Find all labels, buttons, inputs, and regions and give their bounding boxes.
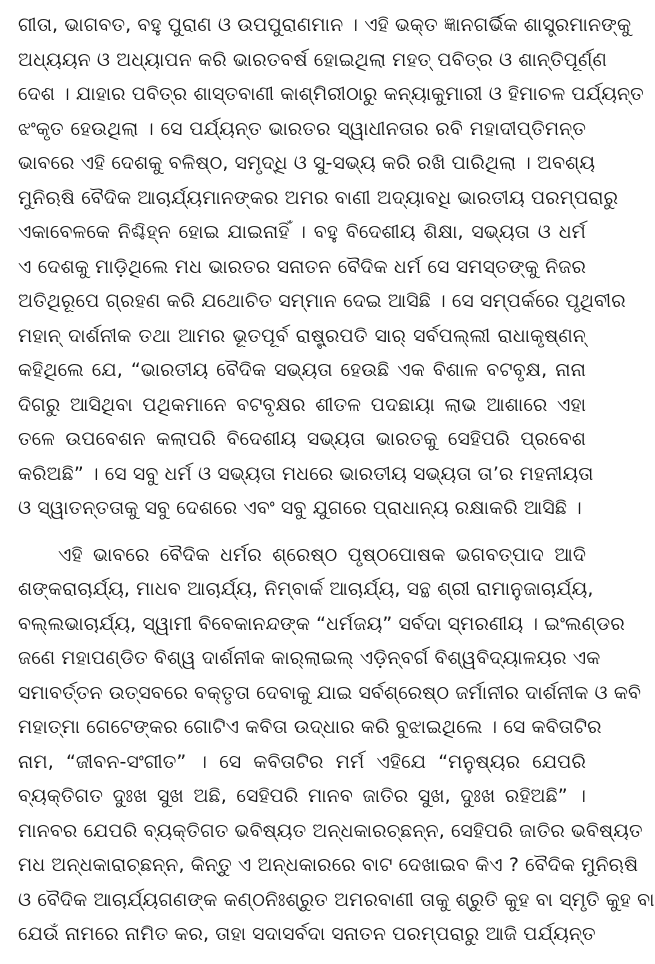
text-line: ସମାବର୍ତ୍ତନ ଉତ୍ସବରେ ବକ୍ତୃତା ଦେବାକୁ ଯାଇ ସର୍ବଶ୍ରେଷ୍ଠ ଜର୍ମାନୀର ଦାର୍ଶନୀକ ଓ କବି	[18, 681, 642, 704]
text-line: ଏହି ଭାବରେ ବୈଦିକ ଧର୍ମର ଶ୍ରେଷ୍ଠ ପୃଷ୍ଠପୋଷକ ଭଗବତ୍‌ପାଦ ଆଦି	[58, 543, 586, 566]
text-line: ଅଧ୍ୟୟନ ଓ ଅଧ୍ୟାପନ କରି ଭାରତବର୍ଷ ହୋଇଥିଲା ମହତ୍ ପବିତ୍ର ଓ ଶାନ୍ତିପୂର୍ଣ୍ଣ	[18, 48, 607, 71]
text-line: ଏ ଦେଶକୁ ମାଡ଼ିଥିଲେ ମଧ ଭାରତର ସନାତନ ବୈଦିକ ଧର୍ମ ସେ ସମସ୍ତଙ୍କୁ ନିଜର	[18, 255, 586, 278]
text-line: ଓ ସ୍ୱାତନ୍ତତାକୁ ସବୁ ଦେଶରେ ଏବଂ ସବୁ ଯୁଗରେ ପ୍ରାଧାନ୍ୟ ରକ୍ଷାକରି ଆସିଛି ।	[18, 497, 582, 519]
paragraph-2	[18, 538, 655, 952]
text-line: ବ୍ୟକ୍ତିଗତ ଦୁଃଖ ସୁଖ ଅଛି, ସେହିପରି ମାନବ ଜାତିର ସୁଖ, ଦୁଃଖ ରହିଅଛି” ।	[18, 785, 586, 807]
text-line: ଯେଉଁ ନାମରେ ନାମିତ କର, ତାହା ସଦାସର୍ବଦା ସନାତନ ପରମ୍ପରାରୁ ଆଜି ପର୍ଯ୍ୟନ୍ତ	[18, 923, 596, 945]
text-line: ଗୀତା, ଭାଗବତ, ବହୁ ପୁରାଣ ଓ ଉପପୁରାଣମାନ । ଏହି ଭକ୍ତ ଜ୍ଞାନଗର୍ଭିକ ଶାସ୍ତ୍ରମାନଙ୍କୁ	[18, 14, 632, 36]
text-line: ମାନବର ଯେପରି ବ୍ୟକ୍ତିଗତ ଭବିଷ୍ୟତ ଅନ୍ଧକାରଚ୍ଛନ୍ନ, ସେହିପରି ଜାତିର ଭବିଷ୍ୟତ	[18, 819, 643, 842]
text-line: ଜଣେ ମହାପଣ୍ଡିତ ବିଶ୍ୱ ଦାର୍ଶନୀକ କାର୍‌ଲାଇଲ୍ ଏଡ଼ିନ୍‌ବର୍ଗ ବିଶ୍ୱବିଦ୍ୟାଳୟର ଏକ	[18, 647, 601, 669]
text-line: ଦିଗରୁ ଆସିଥିବା ପଥିକମାନେ ବଟବୃକ୍ଷର ଶୀତଳ ପଦଛାୟା ଲାଭ ଆଶାରେ ଏହା	[18, 393, 586, 416]
text-line: ଭାବରେ ଏହି ଦେଶକୁ ବଳିଷ୍ଠ, ସମୃଦ୍ଧି ଓ ସୁ-ସଭ୍ୟ କରି ରଖି ପାରିଥିଲା । ଅବଶ୍ୟ	[18, 152, 596, 174]
text-line: କହିଥିଲେ ଯେ, “ଭାରତୀୟ ବୈଦିକ ସଭ୍ୟତା ହେଉଛି ଏକ ବିଶାଳ ବଟବୃକ୍ଷ, ନାନା	[18, 359, 586, 381]
text-line: ଓ ବୈଦିକ ଆଚାର୍ଯ୍ୟଗଣଙ୍କ କଣ୍ଠନିଃଶ୍ରୁତ ଅମରବାଣୀ ତାକୁ ଶ୍ରୁତି କୁହ ବା ସ୍ମୃତି କୁହ ବା	[18, 888, 655, 911]
text-line: ମୁନିଋଷି ବୈଦିକ ଆଚାର୍ଯ୍ୟମାନଙ୍କର ଅମର ବାଣୀ ଅଦ୍ୟାବଧି ଭାରତୀୟ ପରମ୍ପରାରୁ	[18, 186, 619, 209]
text-line: ମଧ ଅନ୍ଧକାରାଚ୍ଛନ୍ନ, କିନ୍ତୁ ଏ ଅନ୍ଧକାରରେ ବାଟ ଦେଖାଇବ କିଏ ? ବୈଦିକ ମୁନିଋଷି	[18, 854, 639, 876]
text-line: ଶଙ୍କରାଚାର୍ଯ୍ୟ, ମାଧବ ଆଚାର୍ଯ୍ୟ, ନିମ୍ବାର୍କ ଆଚାର୍ଯ୍ୟ, ସନ୍ଥ ଶ୍ରୀ ରାମାନୁଜାଚାର୍ଯ୍ୟ,	[18, 578, 594, 600]
text-line: ଦେଶ । ଯାହାର ପବିତ୍ର ଶାସ୍ତବାଣୀ କାଶ୍ମିରୀଠାରୁ କନ୍ୟାକୁମାରୀ ଓ ହିମାଚଳ ପର୍ଯ୍ୟନ୍ତ	[18, 83, 644, 105]
text-line: ଅତିଥିରୂପେ ଗ୍ରହଣ କରି ଯଥୋଚିତ ସମ୍ମାନ ଦେଇ ଆସିଛି । ସେ ସମ୍ପର୍କରେ ପୃଥିବୀର	[18, 290, 626, 312]
text-line: ନାମ, “ଜୀବନ-ସଂଗୀତ” । ସେ କବିତାଟିର ମର୍ମ ଏହିଯେ “ମନୁଷ୍ୟର ଯେପରି	[18, 750, 586, 773]
text-line: ତଳେ ଉପବେଶନ କଲାପରି ବିଦେଶୀୟ ସଭ୍ୟତା ଭାରତକୁ ସେହିପରି ପ୍ରବେଶ	[18, 428, 586, 450]
text-line: ମହାତ୍ମା ଗେଟେଙ୍କର ଗୋଟିଏ କବିତା ଉଦ୍ଧାର କରି ବୁଝାଇଥିଲେ । ସେ କବିତାଟିର	[18, 716, 602, 738]
text-line: ଝଂକୃତ ହେଉଥିଲା । ସେ ପର୍ଯ୍ୟନ୍ତ ଭାରତର ସ୍ୱାଧୀନତାର ରବି ମହାଦୀପ୍ତିମନ୍ତ	[18, 117, 586, 140]
text-line: ଏକାବେଳକେ ନିଶ୍ଚିହ୍ନ ହୋଇ ଯାଇନାହିଁ । ବହୁ ବିଦେଶୀୟ ଶିକ୍ଷା, ସଭ୍ୟତା ଓ ଧର୍ମ	[18, 221, 586, 243]
text-line: ମହାନ୍ ଦାର୍ଶନୀକ ତଥା ଆମର ଭୂତପୂର୍ବ ରାଷ୍ଟ୍ରପତି ସାର୍ ସର୍ବପଲ୍ଲୀ ରାଧାକୃଷ୍ଣନ୍	[18, 324, 586, 347]
paragraph-gap	[18, 526, 586, 538]
text-line: କରିଅଛି” । ସେ ସବୁ ଧର୍ମ ଓ ସଭ୍ୟତା ମଧରେ ଭାରତୀୟ ସଭ୍ୟତା ତା’ର ମହନୀୟତା	[18, 462, 594, 485]
text-line: ବଲ୍ଲଭାଚାର୍ଯ୍ୟ, ସ୍ୱାମୀ ବିବେକାନନ୍ଦଙ୍କ “ଧର୍ମଜୟ” ସର୍ବଦା ସ୍ମରଣୀୟ । ଇଂଲଣ୍ଡର	[18, 612, 625, 635]
paragraph-1	[18, 8, 644, 526]
